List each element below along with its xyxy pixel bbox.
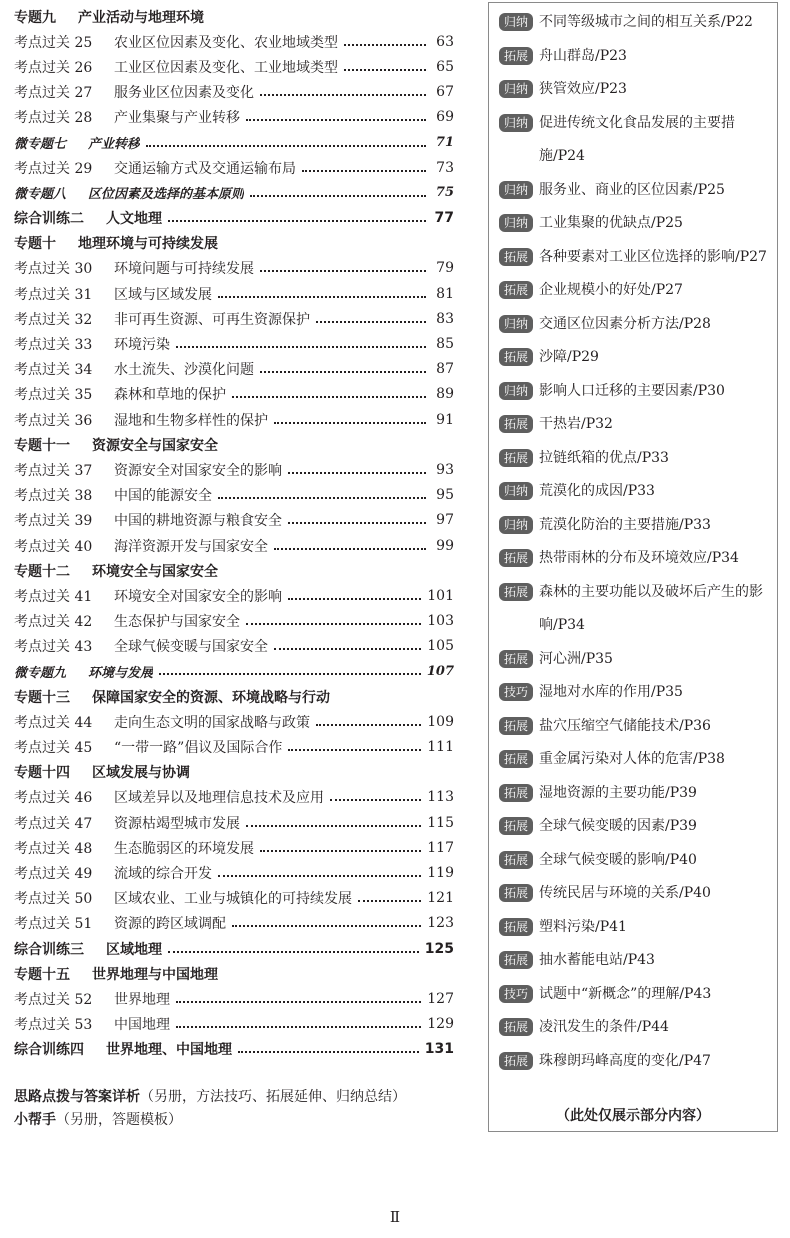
tip-category-badge: 拓展 (499, 248, 533, 266)
toc-entry (14, 256, 454, 281)
toc-page-number: 81 (436, 285, 454, 302)
helper-note: 小帮手（另册，答题模板） (14, 1112, 182, 1128)
tip-category-badge: 拓展 (499, 951, 533, 969)
toc-code: 考点过关 47 (14, 815, 93, 832)
toc-title: 交通运输方式及交通运输布局 (114, 160, 296, 177)
toc-entry (14, 281, 454, 306)
toc-entry (14, 382, 454, 407)
toc-code: 考点过关 39 (14, 513, 93, 530)
toc-section-heading (14, 558, 454, 583)
toc-entry (14, 785, 454, 810)
toc-code: 考点过关 48 (14, 840, 93, 857)
toc-page-number: 127 (427, 990, 454, 1007)
toc-page-number: 103 (427, 613, 454, 630)
toc-page-number: 91 (436, 411, 454, 428)
tip-category-badge: 归纳 (499, 482, 533, 500)
dot-leader (218, 282, 426, 298)
toc-section-heading (14, 4, 454, 29)
toc-page-number: 77 (434, 210, 454, 227)
dot-leader (176, 1012, 421, 1028)
tip-category-badge: 拓展 (499, 817, 533, 835)
toc-section-heading (14, 961, 454, 986)
tip-text: 各种要素对工业区位选择的影响/P27 (539, 248, 767, 265)
tip-category-badge: 归纳 (499, 114, 533, 132)
toc-title: 环境与发展 (88, 665, 154, 681)
toc-section-heading (14, 936, 454, 961)
tip-item (499, 1011, 774, 1045)
tip-text: 凌汛发生的条件/P44 (539, 1019, 669, 1035)
dot-leader (218, 861, 421, 877)
toc-code: 综合训练二 (14, 211, 84, 228)
toc-page-number: 63 (436, 33, 454, 50)
toc-title: 湿地和生物多样性的保护 (114, 412, 268, 429)
toc-title: 生态保护与国家安全 (114, 614, 240, 631)
toc-page-number: 125 (424, 940, 454, 957)
dot-leader (232, 382, 426, 398)
toc-page-number: 75 (435, 185, 454, 201)
dot-leader (260, 256, 426, 272)
panel-footer: （此处仅展示部分内容） (556, 1108, 710, 1124)
dot-leader (168, 937, 419, 953)
toc-page-number: 101 (427, 587, 454, 604)
toc-code: 考点过关 50 (14, 891, 93, 908)
toc-section-heading (14, 684, 454, 709)
tip-item (499, 877, 774, 911)
tip-text: 珠穆朗玛峰高度的变化/P47 (539, 1052, 711, 1069)
tip-item (499, 743, 774, 777)
toc-title: 全球气候变暖与国家安全 (114, 639, 268, 656)
toc-code: 考点过关 34 (14, 362, 93, 379)
toc-micro-topic (14, 130, 454, 155)
toc-title: 海洋资源开发与国家安全 (114, 538, 268, 555)
toc-entry (14, 810, 454, 835)
toc-code: 考点过关 29 (14, 160, 93, 177)
tip-category-badge: 归纳 (499, 13, 533, 31)
tip-text: 抽水蓄能电站/P43 (539, 952, 655, 968)
toc-code: 专题十一 (14, 437, 70, 454)
tip-text: 塑料污染/P41 (539, 918, 627, 935)
toc-page-number: 87 (436, 361, 454, 378)
tip-item (499, 375, 774, 409)
toc-entry (14, 986, 454, 1011)
toc-code: 考点过关 41 (14, 588, 93, 605)
toc-code: 专题十二 (14, 563, 70, 580)
tip-category-badge: 归纳 (499, 382, 533, 400)
toc-code: 考点过关 44 (14, 714, 93, 731)
tip-item (499, 442, 774, 476)
toc-code: 考点过关 31 (14, 286, 93, 303)
tip-text: 全球气候变暖的影响/P40 (539, 851, 697, 868)
toc-title: 资源的跨区域调配 (114, 916, 226, 933)
toc-title: 农业区位因素及变化、农业地域类型 (114, 34, 338, 51)
tip-category-badge: 归纳 (499, 214, 533, 232)
toc-page-number: 117 (427, 839, 454, 856)
tip-item (499, 6, 774, 40)
tip-item (499, 509, 774, 543)
dot-leader (232, 911, 421, 927)
tip-category-badge: 技巧 (499, 683, 533, 701)
tips-panel (488, 2, 778, 1132)
toc-code: 考点过关 33 (14, 337, 93, 354)
toc-title: 世界地理 (114, 991, 170, 1008)
toc-entry (14, 483, 454, 508)
toc-page-number: 99 (436, 537, 454, 554)
tip-category-badge: 拓展 (499, 449, 533, 467)
tip-text: 工业集聚的优缺点/P25 (539, 215, 683, 231)
dot-leader (316, 307, 426, 323)
toc-entry (14, 886, 454, 911)
toc-micro-topic (14, 659, 454, 684)
toc-section-heading (14, 206, 454, 231)
tip-item (499, 40, 774, 74)
toc-code: 考点过关 53 (14, 1017, 93, 1034)
dot-leader (302, 156, 426, 172)
tip-text: 拉链纸箱的优点/P33 (539, 449, 669, 466)
toc-code: 考点过关 45 (14, 740, 93, 757)
toc-page-number: 123 (427, 915, 454, 932)
tip-text: 狭管效应/P23 (539, 81, 627, 97)
dot-leader (274, 408, 426, 424)
toc-code: 考点过关 43 (14, 639, 93, 656)
tip-text: 荒漠化防治的主要措施/P33 (539, 516, 711, 533)
toc-entry (14, 634, 454, 659)
toc-title: 走向生态文明的国家战略与政策 (114, 714, 310, 731)
toc-page-number: 97 (436, 512, 454, 529)
dot-leader (246, 105, 426, 121)
toc-title: 生态脆弱区的环境发展 (114, 840, 254, 857)
toc-code: 考点过关 37 (14, 462, 93, 479)
tip-item (499, 911, 774, 945)
toc-title: 人文地理 (106, 211, 162, 228)
toc-page-number: 79 (436, 260, 454, 277)
toc-page-number: 65 (436, 58, 454, 75)
tip-item (499, 308, 774, 342)
toc-entry (14, 80, 454, 105)
toc-title: 保障国家安全的资源、环境战略与行动 (92, 689, 330, 706)
tip-category-badge: 拓展 (499, 281, 533, 299)
tip-item (499, 241, 774, 275)
tip-item (499, 1045, 774, 1079)
toc-section-heading (14, 1037, 454, 1062)
toc-code: 考点过关 36 (14, 412, 93, 429)
toc-title: 环境问题与可持续发展 (114, 261, 254, 278)
tip-item (499, 274, 774, 308)
toc-page-number: 83 (436, 310, 454, 327)
toc-page-number: 73 (436, 159, 454, 176)
toc-page-number: 121 (427, 890, 454, 907)
toc-page-number: 89 (436, 386, 454, 403)
toc-title: “一带一路”倡议及国际合作 (114, 740, 283, 757)
toc-title: 产业活动与地理环境 (78, 9, 204, 26)
toc-code: 专题十 (14, 236, 56, 253)
answers-note: 思路点拨与答案详析（另册，方法技巧、拓展延伸、归纳总结） (14, 1089, 406, 1105)
dot-leader (238, 1037, 419, 1053)
supplement-notes (14, 1086, 406, 1132)
toc-code: 考点过关 30 (14, 261, 93, 278)
tip-text: 河心洲/P35 (539, 650, 613, 667)
toc-entry (14, 533, 454, 558)
toc-code: 专题十四 (14, 765, 70, 782)
tip-category-badge: 拓展 (499, 1018, 533, 1036)
tip-category-badge: 拓展 (499, 1052, 533, 1070)
dot-leader (330, 785, 421, 801)
toc-code: 考点过关 28 (14, 110, 93, 127)
dot-leader (288, 735, 421, 751)
toc-code: 微专题九 (14, 665, 67, 681)
toc-title: 地理环境与可持续发展 (78, 236, 218, 253)
toc-page-number: 129 (427, 1016, 454, 1033)
tip-item (499, 576, 774, 643)
toc-entry (14, 860, 454, 885)
tip-category-badge: 拓展 (499, 549, 533, 567)
toc-title: 流域的综合开发 (114, 865, 212, 882)
tip-text: 沙障/P29 (539, 349, 599, 365)
tip-item (499, 542, 774, 576)
toc-code: 考点过关 25 (14, 34, 93, 51)
toc-code: 考点过关 42 (14, 614, 93, 631)
toc-page-number: 115 (427, 814, 454, 831)
toc-page-number: 85 (436, 336, 454, 353)
toc-entry (14, 155, 454, 180)
toc-entry (14, 306, 454, 331)
tip-category-badge: 拓展 (499, 47, 533, 65)
tip-category-badge: 拓展 (499, 750, 533, 768)
toc-title: 世界地理、中国地理 (106, 1042, 232, 1059)
dot-leader (274, 534, 426, 550)
toc-entry (14, 357, 454, 382)
table-of-contents (14, 4, 454, 1062)
toc-entry (14, 911, 454, 936)
toc-entry (14, 835, 454, 860)
dot-leader (316, 710, 421, 726)
tip-item (499, 944, 774, 978)
toc-entry (14, 709, 454, 734)
toc-title: 区域与区域发展 (114, 286, 212, 303)
toc-code: 综合训练四 (14, 1042, 84, 1059)
dot-leader (288, 458, 426, 474)
dot-leader (288, 584, 421, 600)
tip-category-badge: 拓展 (499, 918, 533, 936)
toc-code: 考点过关 38 (14, 488, 93, 505)
toc-code: 考点过关 27 (14, 85, 93, 102)
tip-text: 服务业、商业的区位因素/P25 (539, 181, 725, 198)
toc-entry (14, 105, 454, 130)
toc-code: 考点过关 35 (14, 387, 93, 404)
toc-code: 专题九 (14, 9, 56, 26)
toc-title: 区域发展与协调 (92, 765, 190, 782)
tip-item (499, 174, 774, 208)
tip-text: 企业规模小的好处/P27 (539, 282, 683, 298)
tip-item (499, 408, 774, 442)
tip-item (499, 978, 774, 1012)
toc-title: 区域差异以及地理信息技术及应用 (114, 790, 324, 807)
toc-entry (14, 407, 454, 432)
tip-text: 全球气候变暖的因素/P39 (539, 818, 697, 834)
toc-title: 环境安全与国家安全 (92, 563, 218, 580)
toc-code: 考点过关 32 (14, 311, 93, 328)
toc-title: 中国的能源安全 (114, 488, 212, 505)
tip-text: 舟山群岛/P23 (539, 47, 627, 64)
toc-page-number: 69 (436, 109, 454, 126)
tip-category-badge: 拓展 (499, 415, 533, 433)
tip-category-badge: 拓展 (499, 717, 533, 735)
toc-title: 区域农业、工业与城镇化的可持续发展 (114, 891, 352, 908)
tip-text: 传统民居与环境的关系/P40 (539, 885, 711, 901)
toc-code: 考点过关 52 (14, 991, 93, 1008)
tip-text: 森林的主要功能以及破坏后产生的影响/P34 (539, 583, 763, 633)
tip-category-badge: 拓展 (499, 348, 533, 366)
tip-item (499, 73, 774, 107)
toc-page-number: 95 (436, 487, 454, 504)
toc-section-heading (14, 760, 454, 785)
toc-code: 考点过关 40 (14, 538, 93, 555)
tip-item (499, 475, 774, 509)
dot-leader (218, 483, 426, 499)
tip-item (499, 710, 774, 744)
dot-leader (358, 886, 421, 902)
dot-leader (146, 131, 426, 147)
dot-leader (260, 357, 426, 373)
toc-code: 综合训练三 (14, 941, 84, 958)
dot-leader (344, 30, 426, 46)
tip-category-badge: 拓展 (499, 851, 533, 869)
tip-text: 盐穴压缩空气储能技术/P36 (539, 717, 711, 734)
toc-entry (14, 1012, 454, 1037)
toc-title: 环境污染 (114, 337, 170, 354)
tip-text: 干热岩/P32 (539, 416, 613, 432)
toc-title: 环境安全对国家安全的影响 (114, 588, 282, 605)
toc-title: 世界地理与中国地理 (92, 966, 218, 983)
toc-page-number: 105 (427, 638, 454, 655)
tip-text: 湿地对水库的作用/P35 (539, 684, 683, 700)
tip-text: 热带雨林的分布及环境效应/P34 (539, 550, 739, 566)
tip-item (499, 643, 774, 677)
toc-entry (14, 508, 454, 533)
dot-leader (260, 836, 421, 852)
tip-category-badge: 归纳 (499, 516, 533, 534)
dot-leader (250, 181, 426, 197)
toc-title: 森林和草地的保护 (114, 387, 226, 404)
tip-category-badge: 拓展 (499, 784, 533, 802)
tip-item (499, 676, 774, 710)
dot-leader (168, 206, 426, 222)
toc-code: 微专题八 (14, 187, 67, 203)
tip-text: 湿地资源的主要功能/P39 (539, 784, 697, 801)
tip-category-badge: 归纳 (499, 80, 533, 98)
toc-code: 考点过关 51 (14, 916, 93, 933)
toc-code: 考点过关 46 (14, 790, 93, 807)
toc-page-number: 109 (427, 713, 454, 730)
tip-category-badge: 拓展 (499, 583, 533, 601)
tip-item (499, 341, 774, 375)
toc-page-number: 111 (427, 739, 454, 756)
toc-page-number: 71 (435, 135, 454, 151)
dot-leader (159, 659, 421, 675)
toc-title: 工业区位因素及变化、工业地域类型 (114, 59, 338, 76)
tip-item (499, 810, 774, 844)
toc-title: 服务业区位因素及变化 (114, 85, 254, 102)
toc-section-heading (14, 231, 454, 256)
toc-title: 中国的耕地资源与粮食安全 (114, 513, 282, 530)
tip-category-badge: 拓展 (499, 884, 533, 902)
toc-code: 专题十五 (14, 966, 70, 983)
toc-title: 产业集聚与产业转移 (114, 110, 240, 127)
toc-entry (14, 583, 454, 608)
toc-entry (14, 54, 454, 79)
toc-code: 专题十三 (14, 689, 70, 706)
tip-category-badge: 归纳 (499, 315, 533, 333)
toc-micro-topic (14, 180, 454, 205)
dot-leader (260, 80, 426, 96)
tip-category-badge: 技巧 (499, 985, 533, 1003)
toc-title: 中国地理 (114, 1017, 170, 1034)
tip-text: 不同等级城市之间的相互关系/P22 (539, 14, 753, 30)
tip-item (499, 844, 774, 878)
toc-title: 非可再生资源、可再生资源保护 (114, 311, 310, 328)
page-number: Ⅱ (389, 1208, 401, 1226)
toc-entry (14, 734, 454, 759)
dot-leader (274, 634, 421, 650)
tip-category-badge: 拓展 (499, 650, 533, 668)
dot-leader (246, 811, 421, 827)
toc-page-number: 93 (436, 461, 454, 478)
toc-entry (14, 609, 454, 634)
toc-code: 微专题七 (14, 137, 67, 153)
tip-text: 影响人口迁移的主要因素/P30 (539, 382, 725, 399)
toc-entry (14, 331, 454, 356)
dot-leader (344, 55, 426, 71)
toc-title: 水土流失、沙漠化问题 (114, 362, 254, 379)
toc-page-number: 107 (426, 663, 454, 679)
toc-title: 资源枯竭型城市发展 (114, 815, 240, 832)
dot-leader (246, 609, 421, 625)
toc-page-number: 113 (427, 789, 454, 806)
dot-leader (288, 508, 426, 524)
toc-title: 区位因素及选择的基本原则 (88, 187, 245, 203)
tips-list (499, 6, 774, 1078)
dot-leader (176, 987, 421, 1003)
toc-page-number: 131 (424, 1041, 454, 1058)
dot-leader (176, 332, 426, 348)
tip-text: 重金属污染对人体的危害/P38 (539, 751, 725, 767)
tip-text: 促进传统文化食品发展的主要措施/P24 (539, 114, 735, 164)
toc-entry (14, 29, 454, 54)
tip-item (499, 777, 774, 811)
tip-category-badge: 归纳 (499, 181, 533, 199)
tip-text: 交通区位因素分析方法/P28 (539, 315, 711, 332)
toc-code: 考点过关 26 (14, 59, 93, 76)
toc-page-number: 67 (436, 84, 454, 101)
toc-title: 资源安全与国家安全 (92, 437, 218, 454)
toc-section-heading (14, 432, 454, 457)
toc-title: 资源安全对国家安全的影响 (114, 462, 282, 479)
toc-entry (14, 457, 454, 482)
tip-text: 荒漠化的成因/P33 (539, 483, 655, 499)
toc-title: 区域地理 (106, 941, 162, 958)
tip-item (499, 207, 774, 241)
tip-item (499, 107, 774, 174)
toc-page-number: 119 (427, 864, 454, 881)
tip-text: 试题中“新概念”的理解/P43 (539, 985, 712, 1002)
toc-title: 产业转移 (88, 137, 141, 153)
toc-code: 考点过关 49 (14, 865, 93, 882)
